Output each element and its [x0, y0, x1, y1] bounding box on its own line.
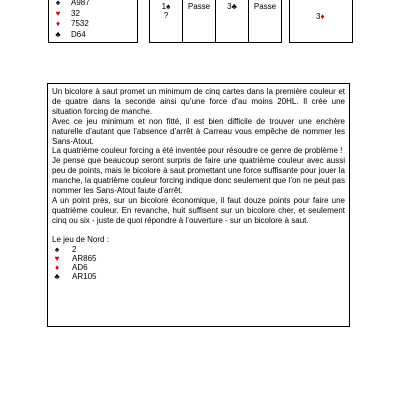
diamond-icon: ♦ [54, 262, 60, 272]
paragraph: Je pense que beaucoup seront surpris de faire une quatrième couleur avec aussi peu de points, mais le bicolore à saut promettant une force suffisante pour jouer la manche, la quatrième couleur forcing indique donc seulement que l’on ne peut pas nommer les Sans-Atout faute d’arrêt. [52, 156, 345, 196]
bid-cell [183, 0, 216, 42]
north-value: 2 [72, 244, 77, 254]
paragraph: Un bicolore à saut promet un minimum de cinq cartes dans la première couleur et de quatre dans la seconde ainsi qu’une force d’au moins 20HL. Il crée une situation forcing de manche. [52, 87, 345, 116]
spade-icon: ♠ [54, 244, 60, 254]
north-row-spades [52, 245, 345, 254]
north-row-clubs [52, 272, 345, 281]
north-value: AR865 [72, 253, 97, 263]
bid-text: ? [163, 11, 169, 20]
north-value: AR105 [72, 271, 97, 281]
spacer [52, 226, 345, 235]
bid-text: Passe [253, 2, 277, 11]
bid-text: 1♠ [161, 2, 171, 11]
diamond-icon: ♦ [320, 12, 325, 21]
bid-cell [216, 0, 249, 42]
bid-text: Passe [187, 2, 211, 11]
bid-text [316, 12, 325, 21]
north-row-hearts [52, 254, 345, 263]
hand-row-clubs [53, 30, 86, 40]
bid-cell [150, 0, 183, 42]
hand-value: 7532 [71, 19, 89, 28]
paragraph: Avec ce jeu minimum et non fitté, il est bien difficile de trouver une enchère naturelle d’autant que l’absence d’arrêt à Carreau vous empêche de nommer les Sans-Atout. [52, 116, 345, 146]
club-icon: ♣ [55, 30, 61, 39]
bidding-table [149, 0, 282, 43]
bid-number: 3 [316, 12, 321, 21]
spade-icon: ♠ [55, 0, 61, 7]
heart-icon: ♥ [55, 9, 61, 18]
bid-cell [249, 0, 281, 42]
paragraph: A un point près, sur un bicolore économique, il faut douze points pour faire une quatrième couleur. En revanche, huit suffisent sur un bicolore cher, et seulement cinq ou six - juste de quoi répondre à l’ouverture - sur un bicolore à saut. [52, 195, 345, 225]
paragraph: La quatrième couleur forcing a été inventée pour résoudre ce genre de problème ! [52, 146, 343, 156]
club-icon: ♣ [54, 271, 60, 281]
hand-row-diamonds [53, 19, 89, 29]
north-hand-title: Le jeu de Nord : [52, 234, 109, 244]
right-box [289, 0, 353, 43]
north-row-diamonds [52, 263, 345, 272]
heart-icon: ♥ [54, 253, 60, 263]
hand-value: 32 [71, 9, 80, 18]
hand-row-spades [53, 0, 90, 8]
diamond-icon: ♦ [55, 19, 61, 28]
bid-text: 3♣ [227, 2, 237, 11]
article-box [47, 83, 350, 327]
hand-value: D64 [71, 30, 86, 39]
hand-value: A987 [71, 0, 90, 7]
hand-box [48, 0, 138, 43]
north-value: AD6 [72, 262, 88, 272]
hand-row-hearts [53, 9, 80, 19]
